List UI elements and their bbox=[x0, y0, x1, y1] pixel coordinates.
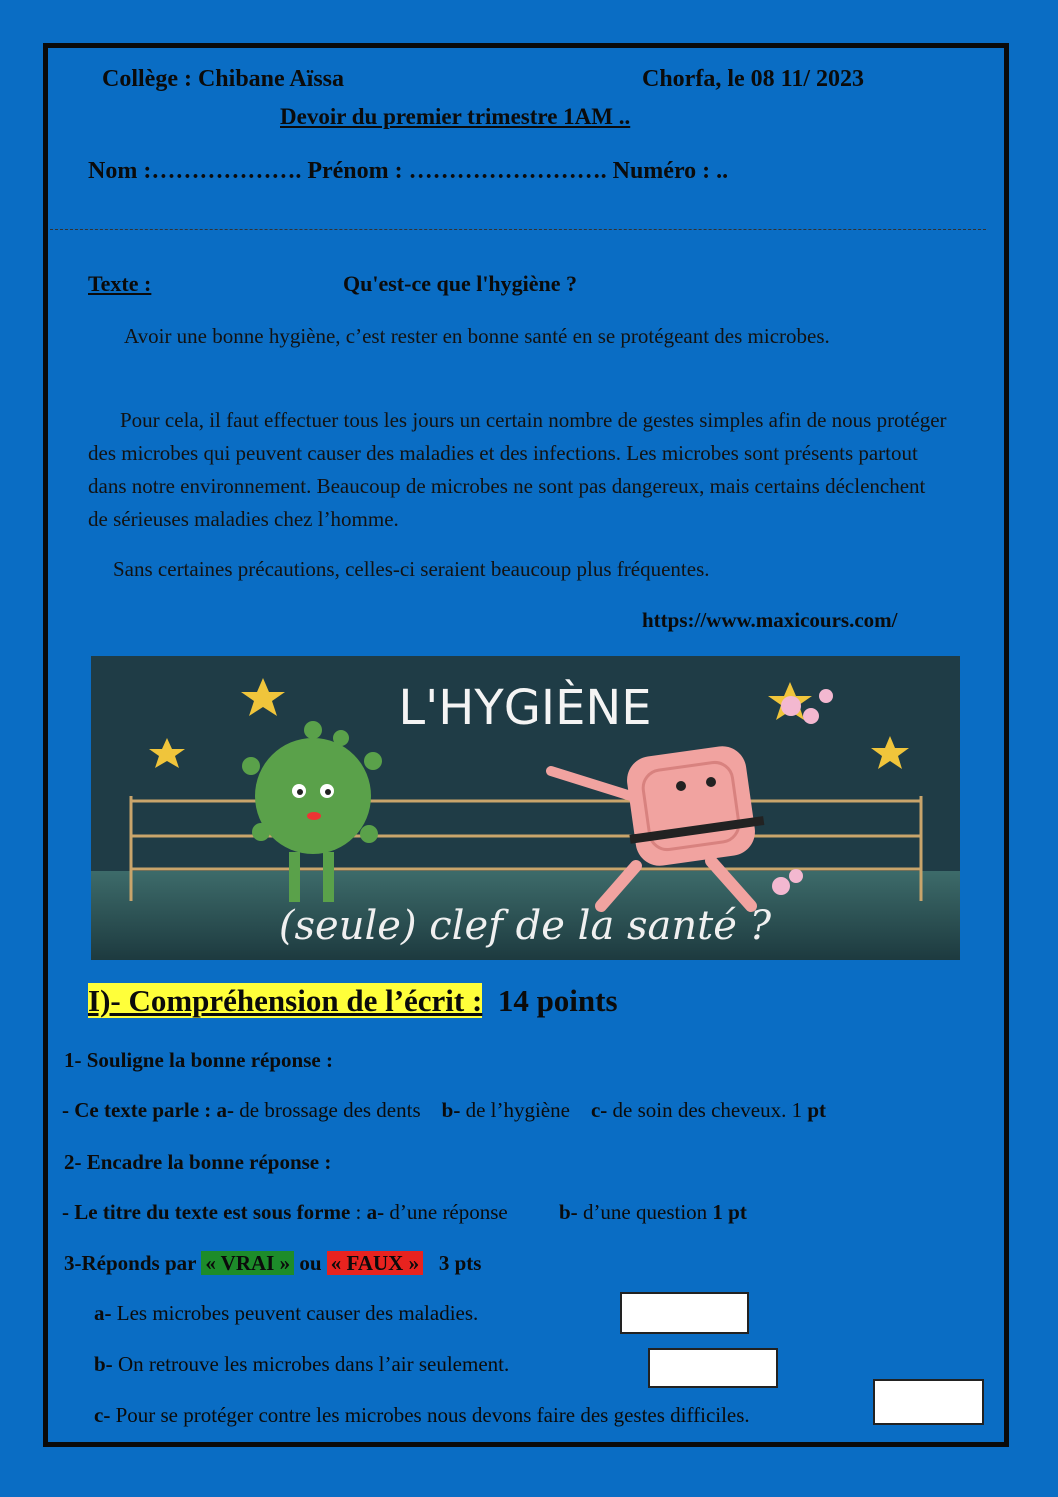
place-date: Chorfa, le 08 11/ 2023 bbox=[642, 66, 864, 92]
q1-points: pt bbox=[807, 1098, 827, 1122]
q3-item-a-text: Les microbes peuvent causer des maladies. bbox=[111, 1301, 479, 1325]
text-title: Qu'est-ce que l'hygiène ? bbox=[343, 271, 578, 296]
faux-badge: « FAUX » bbox=[327, 1251, 423, 1275]
vrai-badge: « VRAI » bbox=[201, 1251, 294, 1275]
q2-option-a[interactable]: d’une réponse bbox=[384, 1200, 508, 1224]
q2-colon: : bbox=[350, 1200, 367, 1224]
answer-box-a[interactable] bbox=[620, 1292, 749, 1334]
q3-item-b bbox=[94, 1352, 509, 1377]
q3-item-a-label: a- bbox=[94, 1301, 112, 1325]
q3-item-c-label: c- bbox=[94, 1403, 111, 1427]
q2-option-b[interactable]: d’une question bbox=[577, 1200, 713, 1224]
section-heading-label: I)- Compréhension de l’écrit : bbox=[88, 983, 483, 1018]
illustration-caption: (seule) clef de la santé ? bbox=[278, 903, 772, 949]
q2-b-label: b- bbox=[559, 1200, 578, 1224]
q1-option-a[interactable]: de brossage des dents bbox=[234, 1098, 421, 1122]
college-name: Collège : Chibane Aïssa bbox=[102, 66, 345, 92]
q3-item-c-text: Pour se protéger contre les microbes nous devons faire des gestes difficiles. bbox=[110, 1403, 750, 1427]
q2-a-label: a- bbox=[366, 1200, 385, 1224]
answer-box-c[interactable] bbox=[873, 1379, 984, 1425]
section-points: 14 points bbox=[497, 983, 618, 1018]
q2-stem: - Le titre du texte est sous forme bbox=[62, 1200, 351, 1224]
q1-line bbox=[62, 1098, 826, 1123]
q2-points: 1 pt bbox=[712, 1200, 747, 1224]
q3-title-start: 3-Réponds par bbox=[64, 1251, 202, 1275]
q3-points: 3 pts bbox=[438, 1251, 482, 1275]
hygiene-illustration bbox=[91, 656, 960, 960]
q1-c-label: c- bbox=[590, 1098, 608, 1122]
q1-b-label: b- bbox=[441, 1098, 461, 1122]
q3-item-b-label: b- bbox=[94, 1352, 113, 1376]
paragraph-2: Pour cela, il faut effectuer tous les jours un certain nombre de gestes simples afin de nous protéger des microbes qui peuvent causer des maladies et des infections. Les microbes sont présents partout dans notre environnement. Beaucoup de microbes ne sont pas dangereux, mais certains déclenchent de sérieuses maladies chez l’homme. bbox=[88, 408, 947, 531]
q3-title bbox=[64, 1251, 481, 1276]
q3-item-c bbox=[94, 1403, 750, 1428]
section-heading bbox=[88, 983, 618, 1019]
q1-title: 1- Souligne la bonne réponse : bbox=[64, 1048, 333, 1072]
q2-line bbox=[62, 1200, 747, 1225]
illustration-title: L'HYGIÈNE bbox=[398, 680, 652, 736]
q1-stem: - Ce texte parle : bbox=[62, 1098, 217, 1122]
student-info-line[interactable]: Nom :………………. Prénom : ……………………. Numéro : .. bbox=[88, 158, 729, 184]
q3-item-b-text: On retrouve les microbes dans l’air seulement. bbox=[112, 1352, 510, 1376]
paragraph-3: Sans certaines précautions, celles-ci seraient beaucoup plus fréquentes. bbox=[113, 557, 710, 581]
answer-box-b[interactable] bbox=[648, 1348, 778, 1388]
q1-a-label: a- bbox=[216, 1098, 235, 1122]
q2-title: 2- Encadre la bonne réponse : bbox=[64, 1150, 332, 1174]
q1-option-c[interactable]: de soin des cheveux. 1 bbox=[607, 1098, 808, 1122]
source-link[interactable]: https://www.maxicours.com/ bbox=[642, 608, 898, 632]
q3-ou: ou bbox=[294, 1251, 327, 1275]
q1-option-b[interactable]: de l’hygiène bbox=[460, 1098, 570, 1122]
paragraph-1: Avoir une bonne hygiène, c’est rester en bonne santé en se protégeant des microbes. bbox=[124, 324, 830, 348]
exam-title: Devoir du premier trimestre 1AM .. bbox=[280, 104, 631, 129]
dashed-divider bbox=[50, 229, 986, 230]
q3-item-a bbox=[94, 1301, 478, 1326]
text-label: Texte : bbox=[88, 271, 152, 296]
illustration-art bbox=[91, 656, 960, 960]
